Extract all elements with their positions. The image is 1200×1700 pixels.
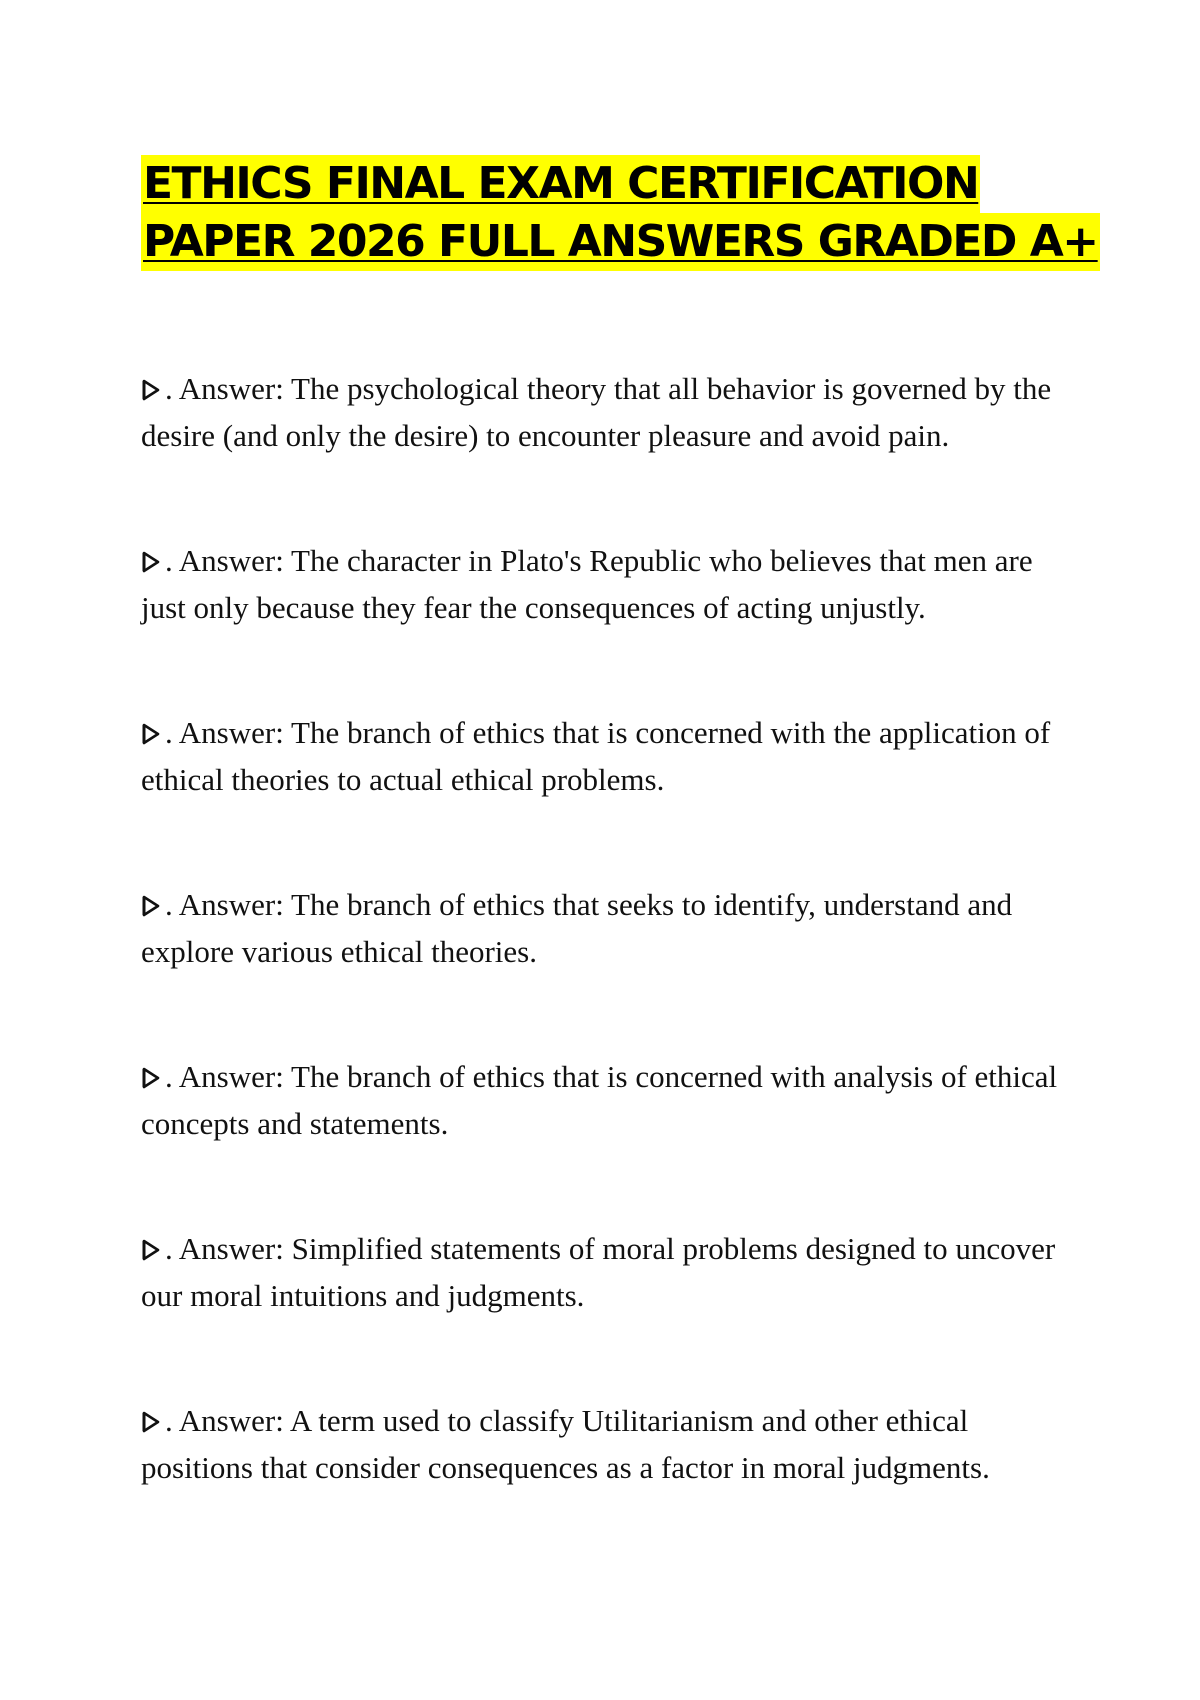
answer-prefix: . Answer: <box>165 1059 284 1094</box>
answer-text: Simplified statements of moral problems designed to uncover our moral intuitions and judgments. <box>141 1231 1056 1313</box>
answer-prefix: . Answer: <box>165 887 284 922</box>
answer-text: The branch of ethics that is concerned with the application of ethical theories to actual ethical problems. <box>141 715 1051 797</box>
answer-prefix: . Answer: <box>165 1231 284 1266</box>
triangle-right-outline-icon <box>141 894 161 918</box>
answer-list <box>141 365 1081 1569</box>
title-line-2: PAPER 2026 FULL ANSWERS GRADED A+ <box>141 213 1100 271</box>
answer-text: A term used to classify Utilitarianism and other ethical positions that consider consequences as a factor in moral judgments. <box>141 1403 990 1485</box>
triangle-right-outline-icon <box>141 550 161 574</box>
answer-item <box>141 1053 1081 1225</box>
answer-prefix: . Answer: <box>165 543 284 578</box>
answer-prefix: . Answer: <box>165 715 284 750</box>
title-line-1: ETHICS FINAL EXAM CERTIFICATION <box>141 155 980 213</box>
document-title <box>141 155 1101 271</box>
answer-text: The psychological theory that all behavior is governed by the desire (and only the desire) to encounter pleasure and avoid pain. <box>141 371 1052 453</box>
answer-prefix: . Answer: <box>165 1403 284 1438</box>
triangle-right-outline-icon <box>141 1238 161 1262</box>
triangle-right-outline-icon <box>141 1410 161 1434</box>
triangle-right-outline-icon <box>141 722 161 746</box>
answer-item <box>141 365 1081 537</box>
answer-text: The branch of ethics that seeks to identify, understand and explore various ethical theories. <box>141 887 1013 969</box>
answer-item <box>141 709 1081 881</box>
answer-text: The character in Plato's Republic who believes that men are just only because they fear the consequences of acting unjustly. <box>141 543 1033 625</box>
answer-item <box>141 1225 1081 1397</box>
triangle-right-outline-icon <box>141 378 161 402</box>
answer-prefix: . Answer: <box>165 371 284 406</box>
answer-item <box>141 1397 1081 1569</box>
answer-item <box>141 537 1081 709</box>
triangle-right-outline-icon <box>141 1066 161 1090</box>
answer-item <box>141 881 1081 1053</box>
answer-text: The branch of ethics that is concerned with analysis of ethical concepts and statements. <box>141 1059 1058 1141</box>
